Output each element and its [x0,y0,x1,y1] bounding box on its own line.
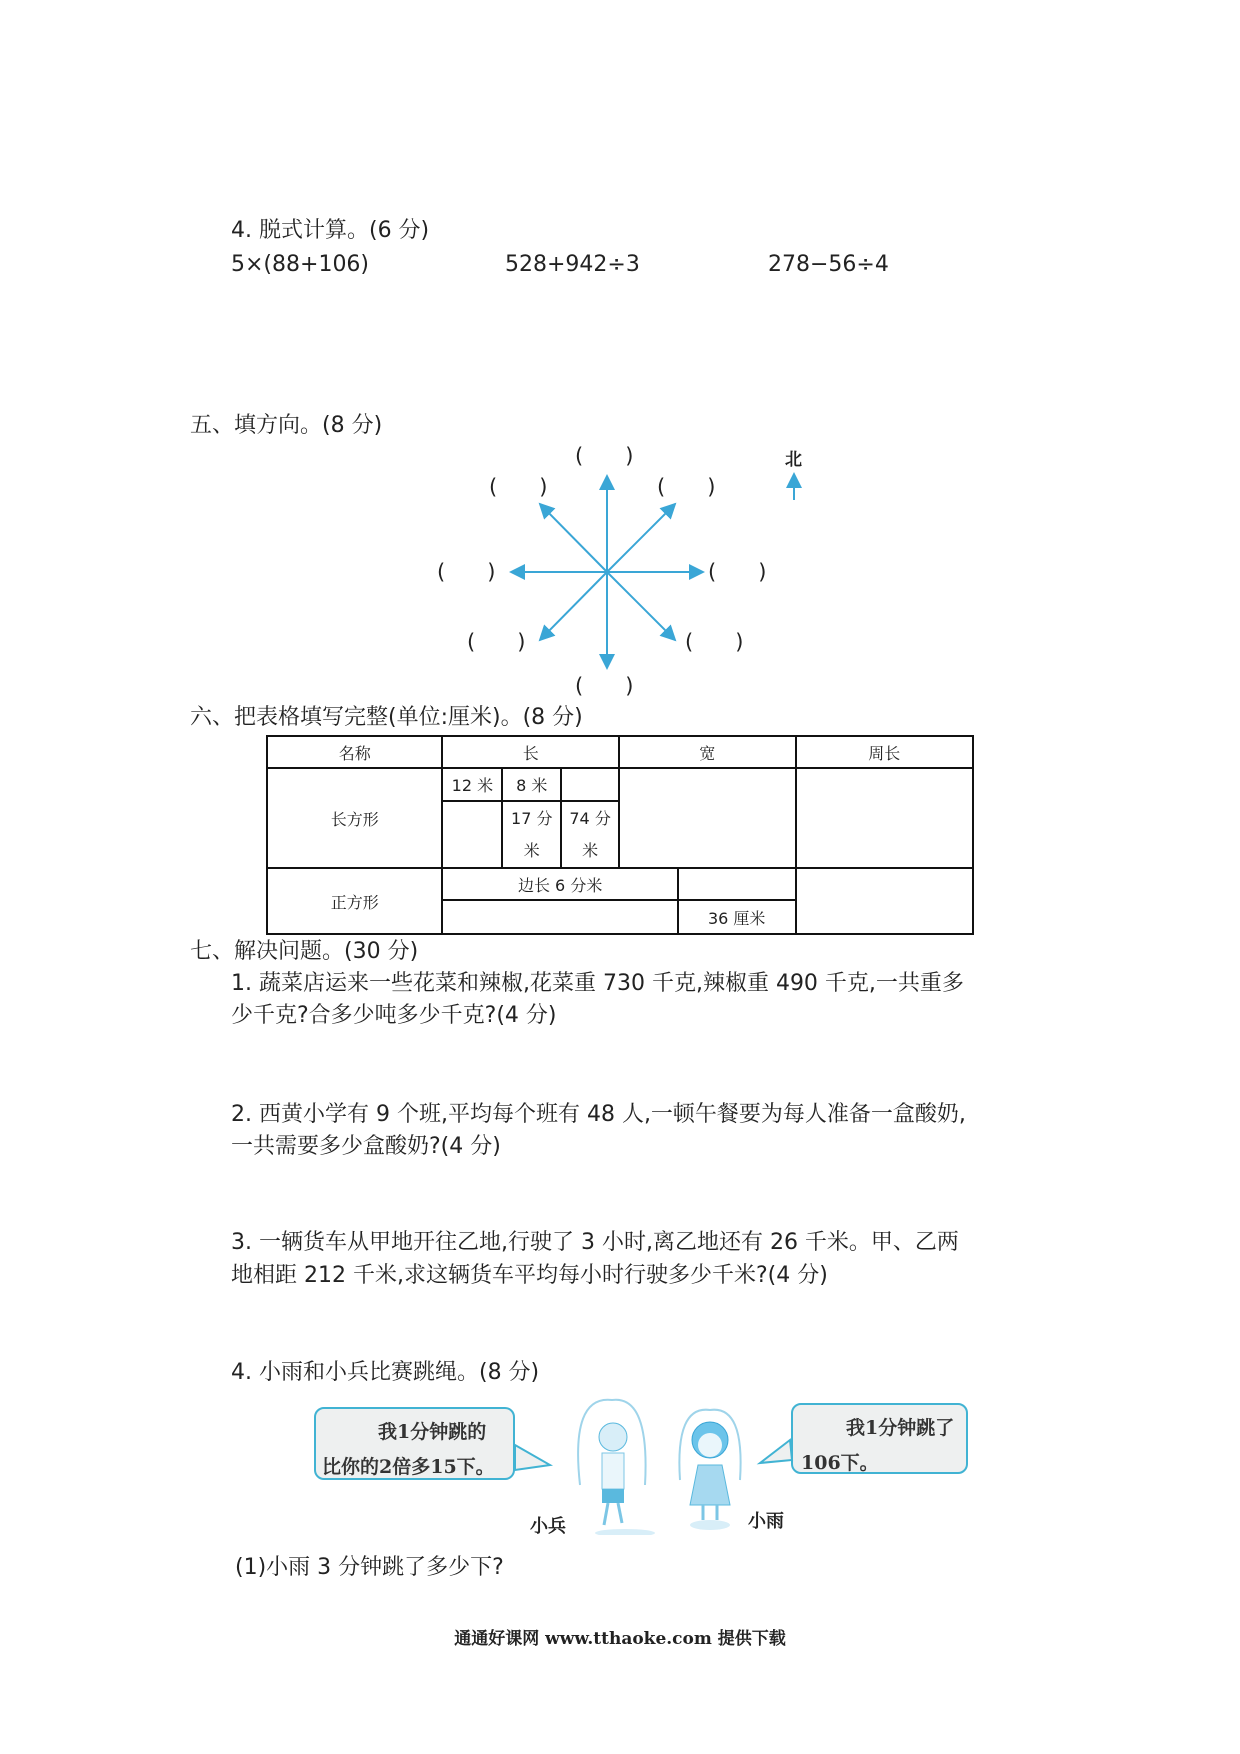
section6-title: 六、把表格填写完整(单位:厘米)。(8 分) [190,705,583,730]
bubble-text: 106下。 [801,1452,879,1474]
cell-side-6dm: 边长 6 分米 [442,868,677,900]
expression-3: 278−56÷4 [768,252,889,277]
q2-line1: 2. 西黄小学有 9 个班,平均每个班有 48 人,一顿午餐要为每人准备一盒酸奶, [231,1102,966,1127]
blank-e[interactable]: ( ) [708,560,767,584]
blank-cell[interactable] [796,768,974,868]
cell-12m: 12 米 [442,768,502,801]
q3-line1: 3. 一辆货车从甲地开往乙地,行驶了 3 小时,离乙地还有 26 千米。甲、乙两 [231,1230,959,1255]
blank-se[interactable]: ( ) [685,630,744,654]
q1-line1: 1. 蔬菜店运来一些花菜和辣椒,花菜重 730 千克,辣椒重 490 千克,一共重多 [231,971,964,996]
blank-ne[interactable]: ( ) [657,475,716,499]
q1-line2: 少千克?合多少吨多少千克?(4 分) [231,1003,557,1028]
rectangle-table [266,735,974,935]
q2-line2: 一共需要多少盒酸奶?(4 分) [231,1134,501,1159]
cell-36cm: 36 厘米 [678,900,796,934]
cell-74dm: 74 分米 [561,801,619,868]
footer-watermark: 通通好课网 www.tthaoke.com 提供下载 [454,1629,786,1649]
rect-name: 长方形 [267,768,442,868]
q4-sub1: (1)小雨 3 分钟跳了多少下? [235,1555,504,1580]
speech-bubble-xiaobing [314,1407,515,1480]
header-width: 宽 [619,736,795,768]
bubble-text: 比你的2倍多15下。 [322,1456,495,1478]
compass-diagram [0,0,1240,760]
header-perimeter: 周长 [796,736,974,768]
arrow-sw [540,572,607,640]
header-name: 名称 [267,736,442,768]
expression-1: 5×(88+106) [231,252,370,277]
bubble-text: 我1分钟跳了 [846,1417,955,1439]
square-name: 正方形 [267,868,442,934]
arrow-ne [607,504,675,572]
arrow-nw [540,504,607,572]
bubble-text: 我1分钟跳的 [378,1421,487,1443]
section5-title: 五、填方向。(8 分) [190,413,383,438]
arrow-se [607,572,675,640]
name-xiaoyu: 小雨 [748,1511,784,1532]
blank-cell[interactable] [619,768,795,868]
cell-17dm: 17 分米 [502,801,561,868]
section7-title: 七、解决问题。(30 分) [190,939,419,964]
blank-n[interactable]: ( ) [575,444,634,468]
expression-2: 528+942÷3 [505,252,640,277]
blank-sw[interactable]: ( ) [467,630,526,654]
blank-nw[interactable]: ( ) [489,475,548,499]
section4-title: 4. 脱式计算。(6 分) [231,218,430,243]
blank-cell[interactable] [561,768,619,801]
blank-w[interactable]: ( ) [437,560,496,584]
cell-8m: 8 米 [502,768,561,801]
name-xiaobing: 小兵 [530,1516,566,1537]
q3-line2: 地相距 212 千米,求这辆货车平均每小时行驶多少千米?(4 分) [231,1263,828,1288]
north-label: 北 [785,450,802,470]
blank-s[interactable]: ( ) [575,674,634,698]
speech-bubble-xiaoyu [791,1403,968,1474]
header-length: 长 [442,736,619,768]
q4-title: 4. 小雨和小兵比赛跳绳。(8 分) [231,1360,540,1385]
blank-cell[interactable] [796,868,974,934]
blank-cell[interactable] [678,868,796,900]
blank-cell[interactable] [442,801,502,868]
blank-cell[interactable] [442,900,677,934]
